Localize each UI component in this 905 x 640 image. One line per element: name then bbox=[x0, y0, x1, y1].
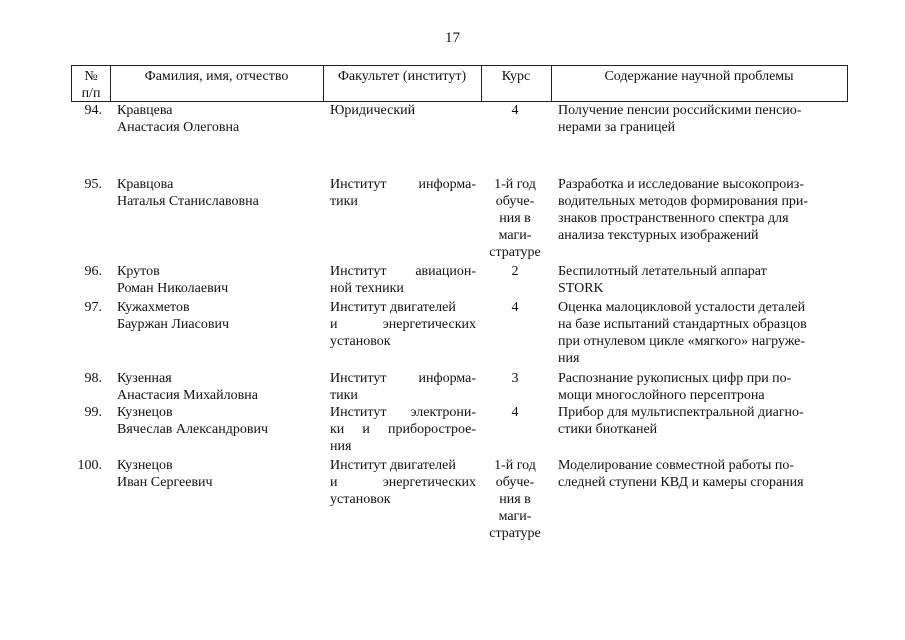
header-faculty: Факультет (институт) bbox=[337, 69, 467, 84]
faculty-line: Институт информа- bbox=[330, 371, 476, 386]
row-course bbox=[483, 457, 547, 542]
faculty-line: установок bbox=[330, 492, 391, 507]
row-course bbox=[483, 404, 547, 421]
surname: Кужахметов bbox=[117, 300, 190, 315]
course-line: 1-й год bbox=[494, 458, 536, 473]
faculty-line: и энергетических bbox=[330, 475, 476, 490]
problem-line: STORK bbox=[558, 281, 604, 296]
table-row bbox=[71, 404, 848, 457]
table-row bbox=[71, 457, 848, 547]
row-course bbox=[483, 370, 547, 387]
given-names: Наталья Станиславовна bbox=[117, 194, 259, 209]
row-num: 99. bbox=[84, 405, 102, 420]
given-names: Анастасия Олеговна bbox=[117, 120, 240, 135]
row-name bbox=[117, 299, 317, 333]
surname: Кузенная bbox=[117, 371, 172, 386]
surname: Кравцова bbox=[117, 177, 174, 192]
faculty-line: Юридический bbox=[330, 103, 416, 118]
given-names: Иван Сергеевич bbox=[117, 475, 213, 490]
row-num: 95. bbox=[84, 177, 102, 192]
course-line: 3 bbox=[511, 371, 519, 386]
problem-line: Получение пенсии российскими пенсио- bbox=[558, 103, 802, 118]
surname: Кузнецов bbox=[117, 458, 173, 473]
surname: Кузнецов bbox=[117, 405, 173, 420]
row-num: 97. bbox=[84, 300, 102, 315]
faculty-line: тики bbox=[330, 194, 358, 209]
surname: Крутов bbox=[117, 264, 160, 279]
row-course bbox=[483, 102, 547, 119]
row-name bbox=[117, 102, 317, 136]
row-name bbox=[117, 370, 317, 404]
table-row bbox=[71, 263, 848, 299]
row-problem bbox=[558, 457, 846, 491]
row-faculty bbox=[330, 102, 476, 119]
row-num: 94. bbox=[84, 103, 102, 118]
course-line: 4 bbox=[511, 300, 519, 315]
row-course bbox=[483, 176, 547, 261]
row-problem bbox=[558, 299, 846, 367]
course-line: 2 bbox=[511, 264, 519, 279]
row-num: 96. bbox=[84, 264, 102, 279]
faculty-line: тики bbox=[330, 388, 358, 403]
problem-line: водительных методов формирования при- bbox=[558, 194, 809, 209]
problem-line: нерами за границей bbox=[558, 120, 676, 135]
faculty-line: Институт авиацион- bbox=[330, 264, 476, 279]
faculty-line: Институт двигателей bbox=[330, 300, 456, 315]
row-faculty bbox=[330, 370, 476, 404]
students-table bbox=[71, 65, 848, 547]
header-problem: Содержание научной проблемы bbox=[604, 69, 794, 84]
header-name: Фамилия, имя, отчество bbox=[144, 69, 289, 84]
row-faculty bbox=[330, 404, 476, 455]
given-names: Анастасия Михайловна bbox=[117, 388, 258, 403]
row-problem bbox=[558, 102, 846, 136]
given-names: Роман Николаевич bbox=[117, 281, 229, 296]
faculty-line: установок bbox=[330, 334, 391, 349]
problem-line: знаков пространственного спектра для bbox=[558, 211, 789, 226]
row-name bbox=[117, 176, 317, 210]
faculty-line: ки и приборострое- bbox=[330, 422, 476, 437]
course-line: 4 bbox=[511, 405, 519, 420]
problem-line: Разработка и исследование высокопроиз- bbox=[558, 177, 804, 192]
page-number: 17 bbox=[445, 30, 460, 46]
row-problem bbox=[558, 176, 846, 244]
row-problem bbox=[558, 370, 846, 404]
problem-line: на базе испытаний стандартных образцов bbox=[558, 317, 807, 332]
faculty-line: и энергетических bbox=[330, 317, 476, 332]
row-name bbox=[117, 404, 317, 438]
row-faculty bbox=[330, 457, 476, 508]
header-num-line-2: п/п bbox=[81, 86, 101, 101]
faculty-line: ния bbox=[330, 439, 352, 454]
row-faculty bbox=[330, 176, 476, 210]
course-line: маги- bbox=[498, 509, 532, 524]
problem-line: Моделирование совместной работы по- bbox=[558, 458, 795, 473]
row-problem bbox=[558, 404, 846, 438]
problem-line: следней ступени КВД и камеры сгорания bbox=[558, 475, 804, 490]
course-line: стратуре bbox=[489, 526, 541, 541]
table-header bbox=[71, 65, 848, 102]
header-num-line-1: № bbox=[84, 69, 98, 84]
course-line: ния в bbox=[499, 211, 531, 226]
course-line: обуче- bbox=[495, 475, 535, 490]
header-course: Курс bbox=[501, 69, 531, 84]
table-row bbox=[71, 370, 848, 404]
problem-line: анализа текстурных изображений bbox=[558, 228, 759, 243]
course-line: маги- bbox=[498, 228, 532, 243]
row-faculty bbox=[330, 263, 476, 297]
course-line: 4 bbox=[511, 103, 519, 118]
table-row bbox=[71, 176, 848, 263]
surname: Кравцева bbox=[117, 103, 173, 118]
problem-line: при отнулевом цикле «мягкого» нагруже- bbox=[558, 334, 806, 349]
course-line: 1-й год bbox=[494, 177, 536, 192]
problem-line: Прибор для мультиспектральной диагно- bbox=[558, 405, 804, 420]
problem-line: ния bbox=[558, 351, 580, 366]
row-num: 100. bbox=[77, 458, 102, 473]
problem-line: Оценка малоцикловой усталости деталей bbox=[558, 300, 806, 315]
problem-line: Беспилотный летательный аппарат bbox=[558, 264, 767, 279]
row-course bbox=[483, 299, 547, 316]
faculty-line: ной техники bbox=[330, 281, 404, 296]
problem-line: мощи многослойного персептрона bbox=[558, 388, 765, 403]
faculty-line: Институт информа- bbox=[330, 177, 476, 192]
course-line: стратуре bbox=[489, 245, 541, 260]
row-name bbox=[117, 457, 317, 491]
given-names: Вячеслав Александрович bbox=[117, 422, 269, 437]
header-num bbox=[72, 66, 110, 101]
faculty-line: Институт электрони- bbox=[330, 405, 476, 420]
problem-line: стики биотканей bbox=[558, 422, 658, 437]
faculty-line: Институт двигателей bbox=[330, 458, 456, 473]
course-line: ния в bbox=[499, 492, 531, 507]
row-problem bbox=[558, 263, 846, 297]
row-name bbox=[117, 263, 317, 297]
row-num: 98. bbox=[84, 371, 102, 386]
row-course bbox=[483, 263, 547, 280]
table-row bbox=[71, 102, 848, 176]
row-faculty bbox=[330, 299, 476, 350]
table-row bbox=[71, 299, 848, 370]
problem-line: Распознание рукописных цифр при по- bbox=[558, 371, 792, 386]
given-names: Бауржан Лиасович bbox=[117, 317, 229, 332]
course-line: обуче- bbox=[495, 194, 535, 209]
